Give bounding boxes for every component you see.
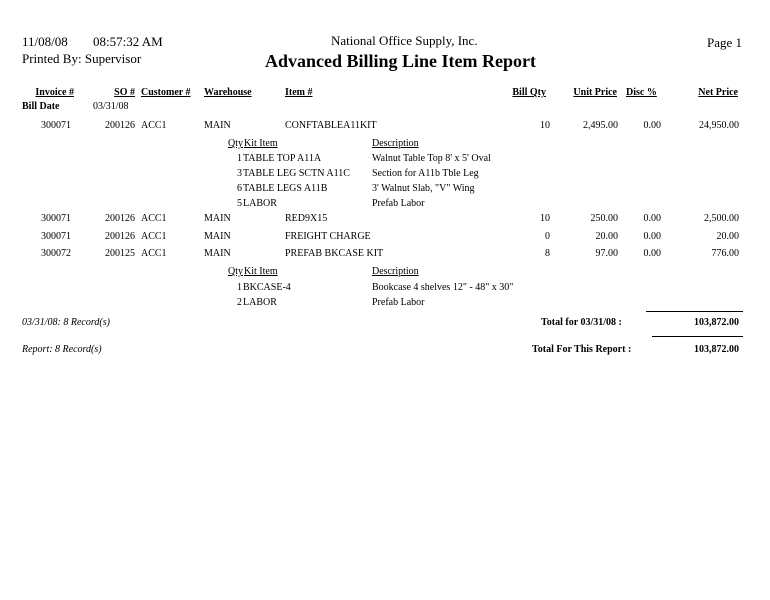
kit-item: TABLE TOP A11A xyxy=(243,153,322,164)
customer-cell: ACC1 xyxy=(141,120,167,131)
kit-qty-header: Qty xyxy=(228,266,243,277)
kit-qty: 2 xyxy=(237,297,242,308)
item-cell: FREIGHT CHARGE xyxy=(285,231,371,242)
kit-description-header: Description xyxy=(372,138,419,149)
invoice-cell: 300071 xyxy=(41,213,71,224)
kit-item: LABOR xyxy=(243,198,277,209)
col-customer: Customer # xyxy=(141,87,191,98)
kit-description-header: Description xyxy=(372,266,419,277)
col-disc: Disc % xyxy=(626,87,657,98)
kit-qty-header: Qty xyxy=(228,138,243,149)
so-cell: 200126 xyxy=(105,231,135,242)
kit-description: 3' Walnut Slab, "V" Wing xyxy=(372,183,475,194)
net-price-cell: 20.00 xyxy=(716,231,739,242)
kit-item: TABLE LEG SCTN A11C xyxy=(243,168,350,179)
col-item: Item # xyxy=(285,87,313,98)
report-time: 08:57:32 AM xyxy=(93,34,163,49)
kit-item-header: Kit Item xyxy=(244,266,278,277)
qty-cell: 8 xyxy=(545,248,550,259)
date-total-value: 103,872.00 xyxy=(694,317,739,328)
unit-price-cell: 97.00 xyxy=(595,248,618,259)
col-net-price: Net Price xyxy=(698,87,738,98)
printed-by: Printed By: Supervisor xyxy=(22,51,142,66)
report-total-label: Total For This Report : xyxy=(532,344,632,355)
invoice-cell: 300071 xyxy=(41,120,71,131)
unit-price-cell: 250.00 xyxy=(590,213,618,224)
col-bill-qty: Bill Qty xyxy=(512,87,546,98)
kit-item: LABOR xyxy=(243,297,277,308)
warehouse-cell: MAIN xyxy=(204,213,231,224)
customer-cell: ACC1 xyxy=(141,213,167,224)
net-price-cell: 2,500.00 xyxy=(704,213,739,224)
report-total-value: 103,872.00 xyxy=(694,344,739,355)
kit-qty: 5 xyxy=(237,198,242,209)
item-cell: PREFAB BKCASE KIT xyxy=(285,248,384,259)
total-divider xyxy=(646,311,743,312)
report-title: Advanced Billing Line Item Report xyxy=(265,51,537,71)
col-so: SO # xyxy=(114,87,135,98)
kit-qty: 1 xyxy=(237,282,242,293)
bill-date-value: 03/31/08 xyxy=(93,101,129,112)
net-price-cell: 776.00 xyxy=(711,248,739,259)
warehouse-cell: MAIN xyxy=(204,120,231,131)
so-cell: 200126 xyxy=(105,120,135,131)
warehouse-cell: MAIN xyxy=(204,248,231,259)
kit-qty: 1 xyxy=(237,153,242,164)
qty-cell: 10 xyxy=(540,213,550,224)
net-price-cell: 24,950.00 xyxy=(699,120,739,131)
kit-description: Section for A11b Tble Leg xyxy=(372,168,479,179)
col-unit-price: Unit Price xyxy=(573,87,617,98)
kit-description: Prefab Labor xyxy=(372,198,425,209)
unit-price-cell: 2,495.00 xyxy=(583,120,618,131)
kit-description: Walnut Table Top 8' x 5' Oval xyxy=(372,153,491,164)
bill-date-label: Bill Date xyxy=(22,101,60,112)
disc-cell: 0.00 xyxy=(643,231,661,242)
invoice-cell: 300072 xyxy=(41,248,71,259)
disc-cell: 0.00 xyxy=(643,248,661,259)
so-cell: 200126 xyxy=(105,213,135,224)
customer-cell: ACC1 xyxy=(141,231,167,242)
report-date: 11/08/08 xyxy=(22,34,68,49)
warehouse-cell: MAIN xyxy=(204,231,231,242)
qty-cell: 0 xyxy=(545,231,550,242)
date-total-label: Total for 03/31/08 : xyxy=(541,317,622,328)
kit-item-header: Kit Item xyxy=(244,138,278,149)
date-record-count: 03/31/08: 8 Record(s) xyxy=(22,317,110,328)
kit-item: BKCASE-4 xyxy=(243,282,291,293)
kit-description: Prefab Labor xyxy=(372,297,425,308)
unit-price-cell: 20.00 xyxy=(595,231,618,242)
total-divider xyxy=(652,336,743,337)
kit-description: Bookcase 4 shelves 12" - 48" x 30" xyxy=(372,282,514,293)
customer-cell: ACC1 xyxy=(141,248,167,259)
company-name: National Office Supply, Inc. xyxy=(331,33,478,48)
disc-cell: 0.00 xyxy=(643,213,661,224)
page-number: Page 1 xyxy=(707,35,743,50)
item-cell: CONFTABLEA11KIT xyxy=(285,120,377,131)
kit-qty: 3 xyxy=(237,168,242,179)
invoice-cell: 300071 xyxy=(41,231,71,242)
kit-qty: 6 xyxy=(237,183,242,194)
kit-item: TABLE LEGS A11B xyxy=(243,183,328,194)
disc-cell: 0.00 xyxy=(643,120,661,131)
so-cell: 200125 xyxy=(105,248,135,259)
item-cell: RED9X15 xyxy=(285,213,328,224)
col-warehouse: Warehouse xyxy=(204,87,252,98)
report-record-count: Report: 8 Record(s) xyxy=(22,344,102,355)
qty-cell: 10 xyxy=(540,120,550,131)
col-invoice: Invoice # xyxy=(35,87,74,98)
